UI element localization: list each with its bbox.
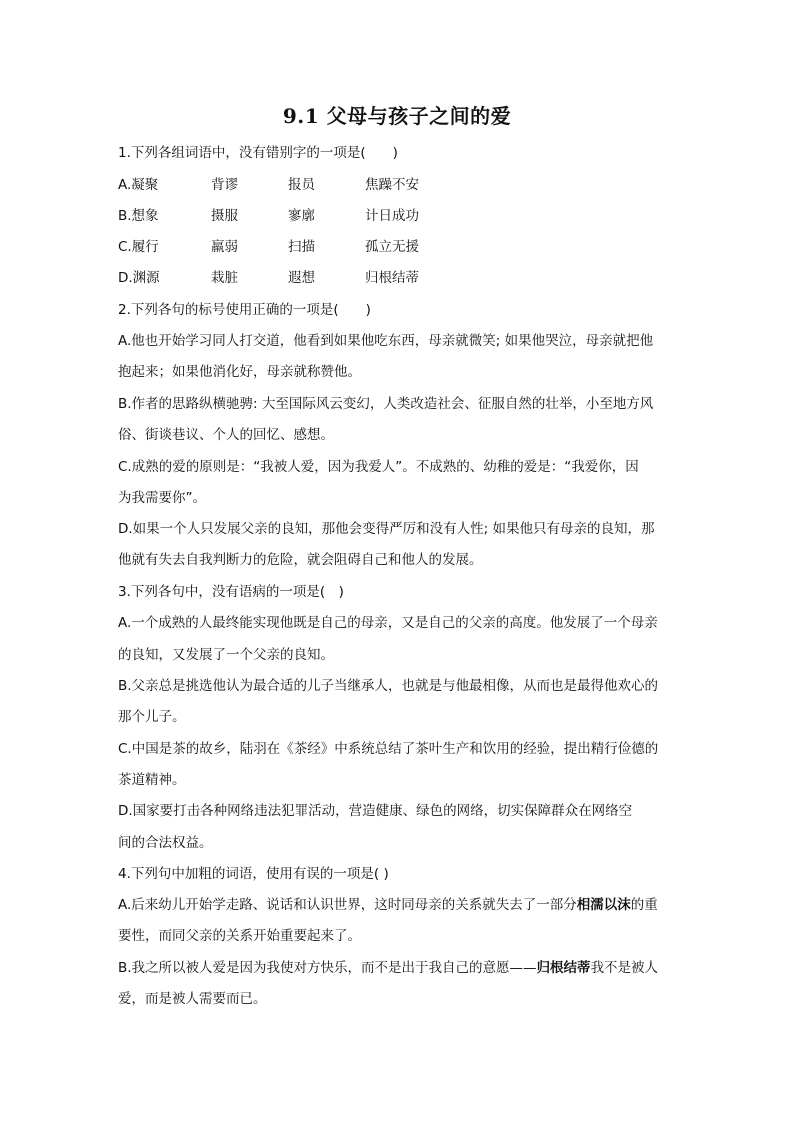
q4-a-bold-word: 相濡以沫 [576,897,631,913]
q3-text-line: D.国家要打击各种网络违法犯罪活动，营造健康、绿色的网络，切实保障群众在网络空 [118,803,633,819]
q1-option-a-word-4: 焦躁不安 [365,177,419,193]
q4-option-b-line-2: 爱，而是被人需要而已。 [118,991,267,1007]
q1-option-c-word-1: C.履行 [118,239,159,255]
q2-text-line: 为我需要你”。 [118,490,206,506]
q1-option-c-word-3: 扫描 [288,239,315,255]
q2-text-line: 抱起来；如果他消化好，母亲就称赞他。 [118,364,361,380]
q4-option-b-line [118,958,678,978]
q1-option-c-word-2: 羸弱 [211,239,238,255]
q2-text-line: A.他也开始学习同人打交道，他看到如果他吃东西，母亲就微笑; 如果他哭泣，母亲就把他 [118,333,654,349]
q2-text-line: D.如果一个人只发展父亲的良知，那他会变得严厉和没有人性; 如果他只有母亲的良知，那 [118,521,655,537]
q3-text-line: B.父亲总是挑选他认为最合适的儿子当继承人，也就是与他最相像，从而也是最得他欢心的 [118,678,659,694]
q1-option-a-word-1: A.凝聚 [118,177,159,193]
q4-option-a-line [118,895,678,915]
q1-option-b-word-2: 摄服 [211,208,238,224]
q1-option-c-word-4: 孤立无援 [365,239,419,255]
q4-b-text-end: 我不是被人 [590,960,659,976]
q3-text-line: C.中国是茶的故乡，陆羽在《茶经》中系统总结了茶叶生产和饮用的经验，提出精行俭德的 [118,741,659,757]
q1-option-b-word-1: B.想象 [118,208,159,224]
page-title: 9.1 父母与孩子之间的爱 [282,104,512,128]
q2-text-line: C.成熟的爱的原则是：“我被人爱，因为我爱人”。不成熟的、幼稚的爱是：“我爱你，因 [118,459,639,475]
q3-text-line: 那个儿子。 [118,709,186,725]
q4-b-bold-word: 归根结蒂 [536,960,591,976]
q1-stem: 1.下列各组词语中，没有错别字的一项是( ) [118,145,398,161]
q2-text-line: 他就有失去自我判断力的危险，就会阻碍自己和他人的发展。 [118,552,483,568]
q4-stem: 4.下列句中加粗的词语，使用有误的一项是( ) [118,866,389,882]
q3-stem: 3.下列各句中，没有语病的一项是( ) [118,584,344,600]
q3-text-line: 的良知，又发展了一个父亲的良知。 [118,647,334,663]
q1-option-b-word-4: 计日成功 [365,208,419,224]
q1-option-a-word-2: 背谬 [211,177,238,193]
q2-text-line: 俗、街谈巷议、个人的回忆、感想。 [118,427,334,443]
q1-option-a-word-3: 报员 [288,177,315,193]
q1-option-d-word-1: D.渊源 [118,270,160,286]
q4-a-text: A.后来幼儿开始学走路、说话和认识世界，这时同母亲的关系就失去了一部分 [118,897,577,913]
q1-option-d-word-4: 归根结蒂 [365,270,419,286]
q1-option-b-word-3: 寥廓 [288,208,315,224]
q2-stem: 2.下列各句的标号使用正确的一项是( ) [118,302,371,318]
q4-b-text: B.我之所以被人爱是因为我使对方快乐，而不是出于我自己的意愿—— [118,960,537,976]
q1-option-d-word-2: 栽脏 [211,270,238,286]
q4-a-text-end: 的重 [630,897,658,913]
q4-option-a-line-2: 要性，而同父亲的关系开始重要起来了。 [118,928,361,944]
q1-option-d-word-3: 遐想 [288,270,315,286]
q3-text-line: 茶道精神。 [118,772,186,788]
q3-text-line: A.一个成熟的人最终能实现他既是自己的母亲，又是自己的父亲的高度。他发展了一个母亲 [118,615,658,631]
q2-text-line: B.作者的思路纵横驰骋: 大至国际风云变幻，人类改造社会、征服自然的壮举，小至地方风 [118,396,654,412]
q3-text-line: 间的合法权益。 [118,835,213,851]
